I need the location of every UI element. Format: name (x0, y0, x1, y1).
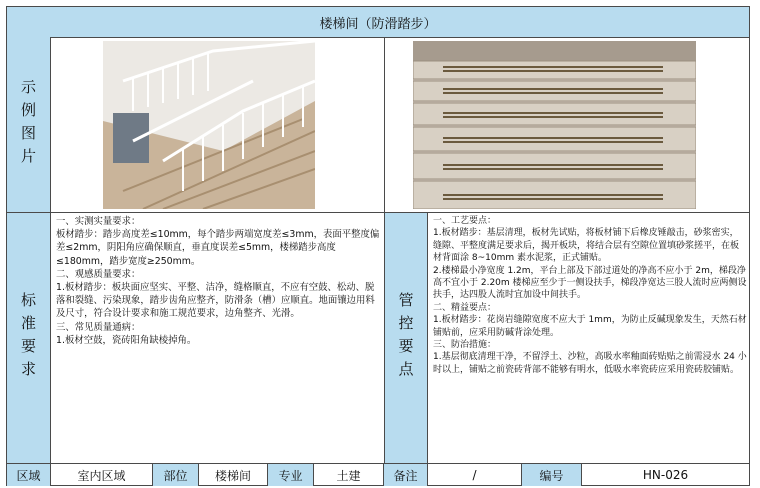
code-value: HN-026 (642, 468, 689, 482)
quality-standard-sheet (6, 6, 750, 486)
area-value: 室内区域 (51, 464, 153, 486)
area-label: 区域 (7, 464, 51, 486)
stairwell-photo (103, 41, 315, 209)
major-value: 土建 (314, 464, 384, 486)
major-label: 专业 (268, 464, 314, 486)
standard-requirements-text: 一、实测实量要求： 板材踏步：踏步高度差≤10mm，每个踏步两端宽度差≤3mm，表面平整度偏差≤2mm，阴阳角应确保顺直，垂直度误差≤5mm，楼梯踏步高度≤180mm，踏步宽度≥250mm。 二、观感质量要求： 1.板材踏步：板块面应坚实、平整、洁净，缝格顺直，不应有空鼓、松动、脱落和裂缝、污染现象，踏步齿角应整齐，防滑条（槽）应顺直。地面镶边用料及尺寸，符合设计要求和施工规范要求，边角整齐、光滑。 三、常见质量通病： 1.板材空鼓，瓷砖阳角缺棱掉角。 (56, 216, 380, 346)
code-label: 编号 (522, 464, 582, 486)
note-value: / (428, 464, 522, 486)
note-label: 备注 (384, 464, 428, 486)
info-footer (7, 463, 749, 486)
part-value: 楼梯间 (199, 464, 268, 486)
control-points-label: 管控要点 (384, 213, 428, 463)
page-title: 楼梯间（防滑踏步） (7, 7, 749, 38)
standard-requirements-label: 标准要求 (7, 213, 51, 463)
granite-steps-photo (413, 41, 696, 209)
part-label: 部位 (153, 464, 199, 486)
example-image-cell-2 (384, 37, 749, 213)
example-images-label: 示例图片 (7, 37, 51, 213)
example-image-cell-1 (51, 37, 384, 213)
control-points-text: 一、工艺要点： 1.板材踏步：基层清理，板材先试贴，将板材铺下后橡皮锤敲击，砂浆密实，缝隙、平整度满足要求后，揭开板块，将结合层有空隙位置填砂浆搓平，在板材背面涂 8~10mm 素水泥浆，正式铺贴。 2.楼梯最小净宽度 1.2m，平台上部及下部过道处的净高不应小于 2m，梯段净高不宜小于 2.20m 楼梯应至少于一侧设扶手，梯段净宽达三股人流时应两侧设扶手，达四股人流时宜加设中间扶手。 二、精益要点： 1.板材踏步：花岗岩缝隙宽度不应大于 1mm，为防止反碱现象发生，天然石材铺贴前，应采用防碱背涂处理。 三、防治措施： 1.基层彻底清理干净，不留浮土、沙粒，高吸水率釉面砖贴贴之前需浸水 24 小时以上，铺贴之前瓷砖背部不能够有明水，低吸水率瓷砖应采用瓷砖胶铺贴。 (433, 216, 747, 375)
